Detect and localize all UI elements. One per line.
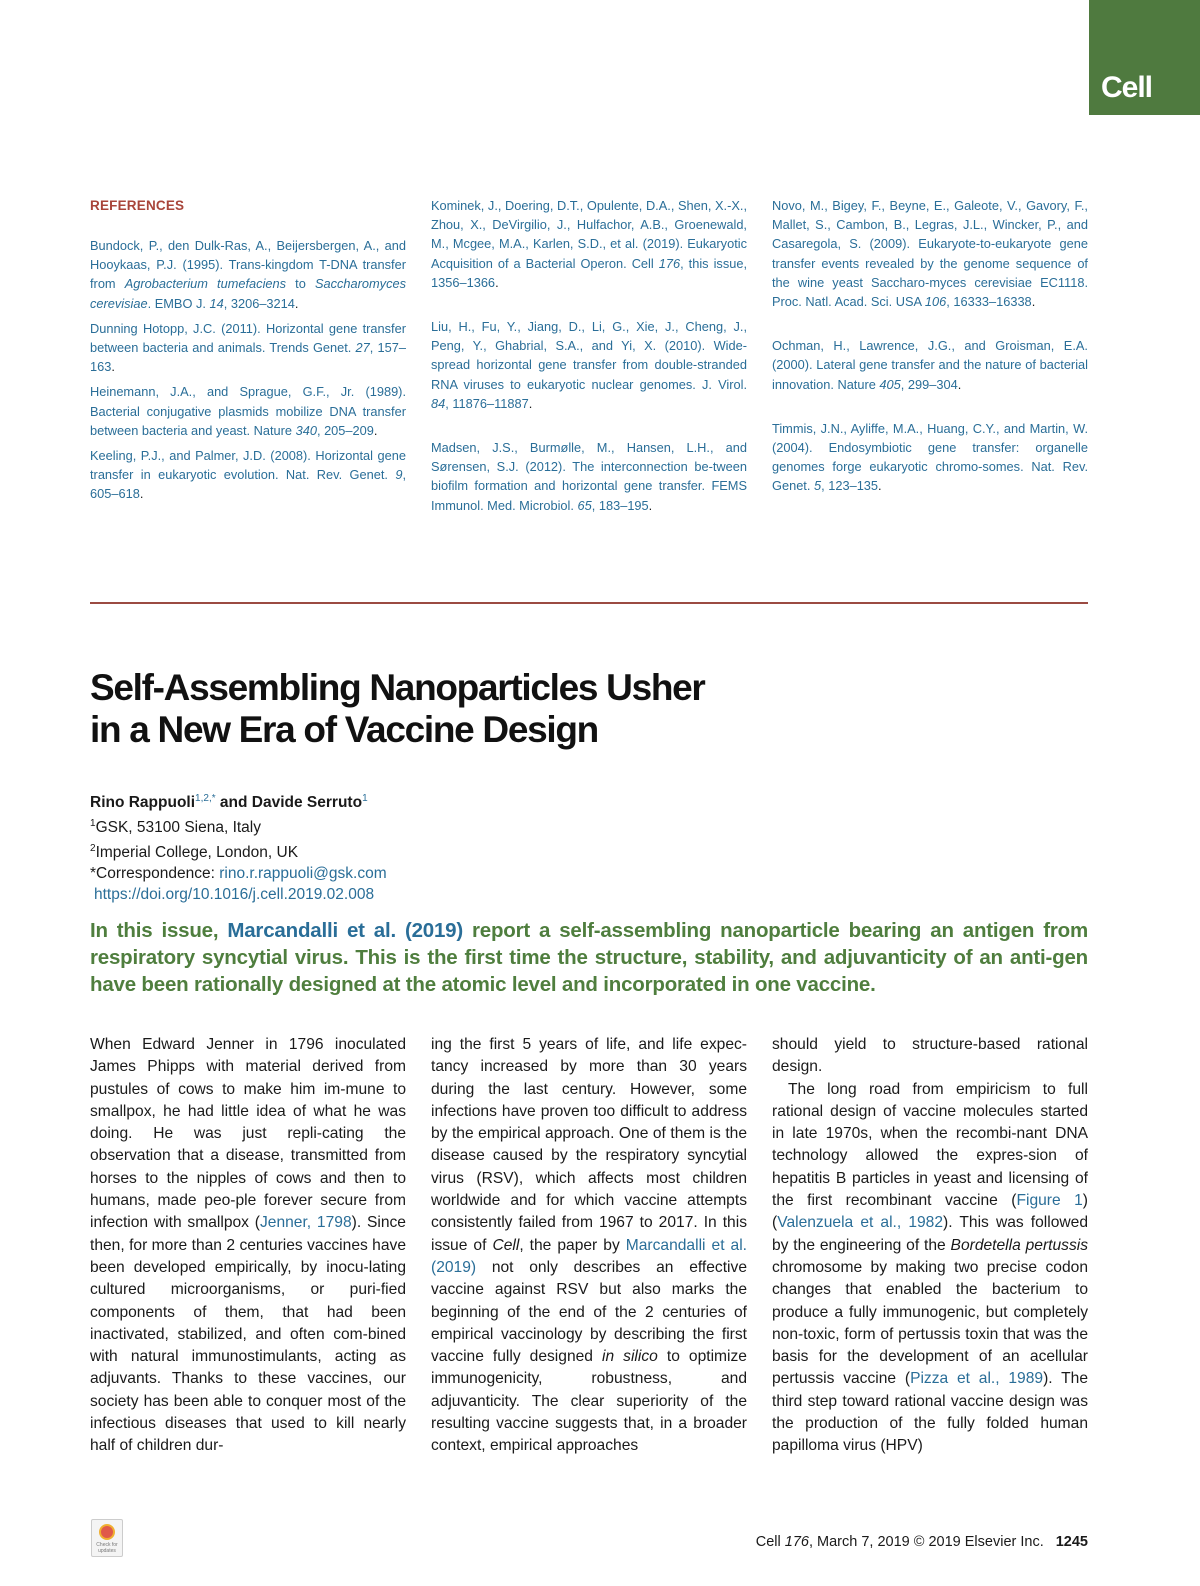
correspondence-email-link[interactable]: rino.r.rappuoli@gsk.com [219,865,387,883]
section-divider [90,602,1088,604]
author-names: Rino Rappuoli$^{1,2,*}$ and Davide Serruto$^1$ [90,793,368,812]
figure-1-link[interactable]: Figure 1 [1016,1192,1083,1210]
reference-item[interactable]: Heinemann, J.A., and Sprague, G.F., Jr. (1989). Bacterial conjugative plasmids mobilize DNA transfer between bacteria and yeast. Nature 340, 205–209. [90,384,406,438]
check-for-updates-badge[interactable]: Check for updates [91,1519,123,1557]
references-column-2 [431,196,747,515]
reference-item[interactable]: Novo, M., Bigey, F., Beyne, E., Galeote, V., Gavory, F., Mallet, S., Cambon, B., Legras, J.L., Wincker, P., and Casaregola, S. (2009). Eukaryote-to-eukaryote gene transfer events revealed by the genome sequence of the wine yeast Saccharo-myces cerevisiae EC1118. Proc. Natl. Acad. Sci. USA 106, 16333–16338. [772,198,1088,310]
reference-item[interactable]: Ochman, H., Lawrence, J.G., and Groisman, E.A. (2000). Lateral gene transfer and the nature of bacterial innovation. Nature 405, 299–304. [772,338,1088,392]
affiliation-2: $^2$Imperial College, London, UK [90,843,299,862]
references-heading: REFERENCES [90,198,185,213]
reference-item[interactable]: Kominek, J., Doering, D.T., Opulente, D.A., Shen, X.-X., Zhou, X., DeVirgilio, J., Hulfachor, A.B., Groenewald, M., Mcgee, M.A., Karlen, S.D., et al. (2019). Eukaryotic Acquisition of a Bacterial Operon. Cell 176, this issue, 1356–1366. [431,198,748,290]
reference-item[interactable]: Liu, H., Fu, Y., Jiang, D., Li, G., Xie, J., Cheng, J., Peng, Y., Ghabrial, S.A., and Yi, X. (2010). Wide-spread horizontal gene transfer from double-stranded RNA viruses to eukaryotic nuclear genomes. J. Virol. 84, 11876–11887. [431,319,747,411]
reference-item[interactable]: Dunning Hotopp, J.C. (2011). Horizontal gene transfer between bacteria and animals. Trends Genet. 27, 157–163. [90,320,406,375]
affiliation-1: $^1$GSK, 53100 Siena, Italy [90,818,261,837]
reference-item[interactable]: Timmis, J.N., Ayliffe, M.A., Huang, C.Y., and Martin, W. (2004). Endosymbiotic gene transfer: organelle genomes forge eukaryotic chromo-somes. Nat. Rev. Genet. 5, 123–135. [772,420,1088,494]
abstract-citation-link[interactable]: Marcandalli et al. (2019) [227,919,463,942]
citation-link-marcandalli[interactable]: Marcandalli et al. (2019) [431,1236,748,1276]
citation-link-pizza[interactable]: Pizza et al., 1989 [910,1370,1044,1388]
references-column-1 [90,236,406,504]
body-column-3: should yield to structure-based rational design. The long road from empiricism to full rational design of vaccine molecules started in late 1970s, when the recombi-nant DNA technology allowed the expres-sion of hepatitis B particles in yeast and licensing of the first recombinant vaccine (Figure 1) (Valenzuela et al., 1982). This was followed by the engineering of the Bordetella pertussis chromosome by making two precise codon changes that enabled the bacterium to produce a fully immunogenic, but completely non-toxic, form of pertussis toxin that was the basis for the development of an acellular pertussis vaccine (Pizza et al., 1989). The third step toward rational vaccine design was the production of the fully folded human papilloma virus (HPV) [772,1036,1089,1455]
body-column-2: ing the first 5 years of life, and life expec-tancy increased by more than 30 years during the last century. However, some infections have proven too difficult to address by the empirical approach. One of them is the disease caused by the respiratory syncytial virus (RSV), which affects most children worldwide and for which vaccine attempts consistently failed from 1967 to 2017. In this issue of Cell, the paper by Marcandalli et al. (2019) not only describes an effective vaccine against RSV but also marks the beginning of the end of the 2 centuries of empirical vaccinology by describing the first vaccine fully designed in silico to optimize immunogenicity, robustness, and adjuvanticity. The clear superiority of the resulting vaccine suggests that, in a broader context, empirical approaches [431,1036,748,1455]
doi-link[interactable]: https://doi.org/10.1016/j.cell.2019.02.008 [94,886,375,904]
journal-name: Cell [1101,71,1153,104]
article-title: Self-Assembling Nanoparticles Usher in a New Era of Vaccine Design [90,667,705,750]
author-block [90,788,387,905]
reference-item[interactable]: Bundock, P., den Dulk-Ras, A., Beijersbergen, A., and Hooykaas, P.J. (1995). Trans-kingdom T-DNA transfer from Agrobacterium tumefaciens to Saccharomyces cerevisiae. EMBO J. 14, 3206–3214. [90,238,406,311]
article-abstract: In this issue, Marcandalli et al. (2019) report a self-assembling nanoparticle bearing an antigen from respiratory syncytial virus. This is the first time the structure, stability, and adjuvanticity of an anti-gen have been rationally designed at the atomic level and incorporated in one vaccine. [90,919,1088,996]
page-footer: Cell 176, March 7, 2019 © 2019 Elsevier Inc. 1245 [755,1534,1088,1550]
reference-item[interactable]: Madsen, J.S., Burmølle, M., Hansen, L.H., and Sørensen, S.J. (2012). The interconnection be-tween biofilm formation and horizontal gene transfer. FEMS Immunol. Med. Microbiol. 65, 183–195. [431,440,747,513]
page-number: 1245 [1055,1534,1088,1550]
citation-link-valenzuela[interactable]: Valenzuela et al., 1982 [777,1214,944,1232]
citation-link-jenner[interactable]: Jenner, 1798 [259,1214,352,1232]
journal-tab [1089,0,1200,115]
references-column-3 [772,196,1088,496]
update-icon [99,1524,115,1540]
body-column-1: When Edward Jenner in 1796 inoculated James Phipps with material derived from pustules of cows to make him im-mune to smallpox, he had little idea of what he was doing. He was just repli-cating the observation that a disease, transmitted from horses to the nipples of cows and then to humans, made peo-ple forever secure from infection with smallpox (Jenner, 1798). Since then, for more than 2 centuries vaccines have been developed empirically, by inocu-lating cultured microorganisms, or puri-fied components of them, that had been inactivated, stabilized, and often com-bined with natural immunostimulants, acting as adjuvants. Thanks to these vaccines, our society has been able to conquer most of the infectious diseases that used to kill nearly half of children dur- [90,1036,406,1455]
reference-item[interactable]: Keeling, P.J., and Palmer, J.D. (2008). Horizontal gene transfer in eukaryotic evolution. Nat. Rev. Genet. 9, 605–618. [90,448,406,502]
correspondence: *Correspondence: rino.r.rappuoli@gsk.com [90,865,387,883]
